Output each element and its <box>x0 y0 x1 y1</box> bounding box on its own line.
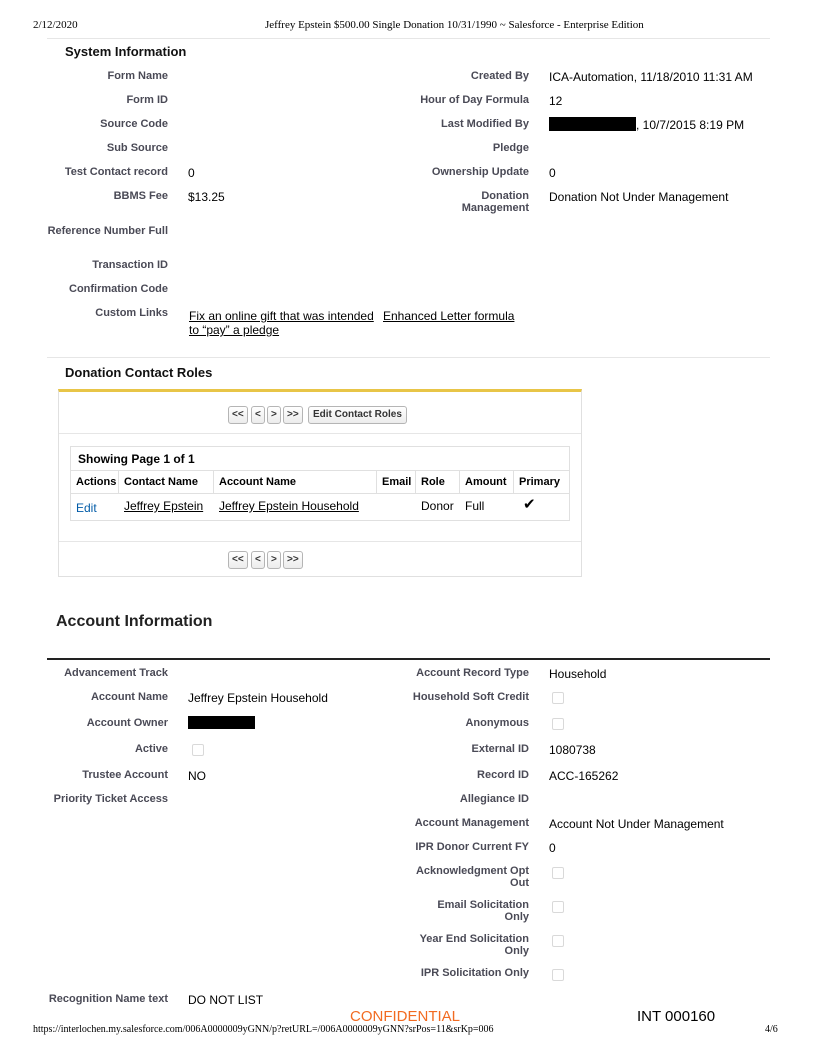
value-ipr-donor-current-fy: 0 <box>549 841 556 855</box>
row-edit-link[interactable]: Edit <box>76 501 97 515</box>
edit-contact-roles-button[interactable]: Edit Contact Roles <box>308 406 407 424</box>
label-bbms-fee: BBMS Fee <box>113 190 168 202</box>
label-household-soft-credit: Household Soft Credit <box>412 691 529 703</box>
value-account-management: Account Not Under Management <box>549 817 724 831</box>
header-divider <box>47 38 770 39</box>
col-header-role[interactable]: Role <box>421 476 445 488</box>
col-header-account-name[interactable]: Account Name <box>219 476 297 488</box>
col-header-amount[interactable]: Amount <box>465 476 507 488</box>
value-ownership-update: 0 <box>549 166 556 180</box>
custom-link-enhanced-letter[interactable]: Enhanced Letter formula <box>383 309 515 323</box>
label-created-by: Created By <box>470 70 529 82</box>
label-hour-of-day: Hour of Day Formula <box>420 94 529 106</box>
label-form-id: Form ID <box>126 94 168 106</box>
col-separator <box>415 471 416 493</box>
col-header-contact-name[interactable]: Contact Name <box>124 476 198 488</box>
label-allegiance-id: Allegiance ID <box>459 793 529 805</box>
pager-next-button-bottom[interactable]: > <box>267 551 281 569</box>
label-acknowledgment-opt-out: Acknowledgment Opt Out <box>415 865 529 889</box>
custom-link-fix-online-gift[interactable]: Fix an online gift that was intended to “pay” a pledge <box>189 309 374 337</box>
row-contact-name-link[interactable]: Jeffrey Epstein <box>124 499 204 513</box>
pager-next-button[interactable]: > <box>267 406 281 424</box>
pager-last-button-bottom[interactable]: >> <box>283 551 303 569</box>
ipr-solicitation-only-checkbox <box>552 969 564 981</box>
print-url: https://interlochen.my.salesforce.com/006A0000009yGNN/p?retURL=/006A0000009yGNN?srPos=11&srKp=006 <box>33 1024 494 1035</box>
label-test-contact-record: Test Contact record <box>64 166 168 178</box>
label-transaction-id: Transaction ID <box>92 259 168 271</box>
system-info-divider <box>47 357 770 358</box>
label-ownership-update: Ownership Update <box>431 166 529 178</box>
confidential-stamp: CONFIDENTIAL <box>350 1008 461 1025</box>
acknowledgment-opt-out-checkbox <box>552 867 564 879</box>
label-recognition-name-text: Recognition Name text <box>48 993 168 1005</box>
value-account-name: Jeffrey Epstein Household <box>188 691 328 705</box>
label-donation-management: Donation Management <box>461 190 529 214</box>
value-created-by: ICA-Automation, 11/18/2010 11:31 AM <box>549 70 753 84</box>
label-priority-ticket-access: Priority Ticket Access <box>53 793 168 805</box>
value-external-id: 1080738 <box>549 743 596 757</box>
account-info-bar <box>47 658 770 660</box>
label-pledge: Pledge <box>492 142 529 154</box>
panel-separator-bottom <box>59 541 581 542</box>
label-reference-number-full: Reference Number Full <box>47 225 168 237</box>
redaction-account-owner <box>188 716 255 729</box>
table-header-bottom-border <box>71 493 569 494</box>
label-account-name: Account Name <box>90 691 168 703</box>
label-anonymous: Anonymous <box>465 717 529 729</box>
print-date: 2/12/2020 <box>33 19 78 31</box>
label-advancement-track: Advancement Track <box>64 667 168 679</box>
row-account-name-link[interactable]: Jeffrey Epstein Household <box>219 499 359 513</box>
showing-page-label: Showing Page 1 of 1 <box>78 452 195 466</box>
pager-prev-button-bottom[interactable]: < <box>251 551 265 569</box>
col-separator <box>376 471 377 493</box>
panel-separator-top <box>59 433 581 434</box>
value-trustee-account: NO <box>188 769 206 783</box>
label-year-end-solicitation-only: Year End Solicitation Only <box>419 933 529 957</box>
bates-number: INT 000160 <box>637 1008 716 1025</box>
label-sub-source: Sub Source <box>106 142 168 154</box>
value-last-modified: , 10/7/2015 8:19 PM <box>636 118 745 132</box>
print-page-number: 4/6 <box>765 1024 778 1035</box>
col-separator <box>513 471 514 493</box>
value-test-contact-record: 0 <box>188 166 195 180</box>
label-email-solicitation-only: Email Solicitation Only <box>437 899 529 923</box>
year-end-solicitation-only-checkbox <box>552 935 564 947</box>
household-soft-credit-checkbox <box>552 692 564 704</box>
label-ipr-solicitation-only: IPR Solicitation Only <box>420 967 529 979</box>
pager-prev-button[interactable]: < <box>251 406 265 424</box>
col-header-email[interactable]: Email <box>382 476 412 488</box>
value-hour-of-day: 12 <box>549 94 563 108</box>
label-ipr-donor-current-fy: IPR Donor Current FY <box>415 841 529 853</box>
redaction-last-modified <box>549 117 636 131</box>
col-separator <box>213 471 214 493</box>
label-confirmation-code: Confirmation Code <box>69 283 168 295</box>
account-info-title: Account Information <box>56 613 213 630</box>
contact-roles-title: Donation Contact Roles <box>65 365 213 380</box>
col-header-actions: Actions <box>76 476 117 488</box>
label-form-name: Form Name <box>107 70 168 82</box>
active-checkbox <box>192 744 204 756</box>
label-last-modified-by: Last Modified By <box>440 118 529 130</box>
value-recognition-name-text: DO NOT LIST <box>188 993 264 1007</box>
anonymous-checkbox <box>552 718 564 730</box>
label-active: Active <box>134 743 168 755</box>
label-account-management: Account Management <box>414 817 529 829</box>
print-title: Jeffrey Epstein $500.00 Single Donation 10/31/1990 ~ Salesforce - Enterprise Edition <box>265 19 644 31</box>
value-account-record-type: Household <box>549 667 607 681</box>
system-info-title: System Information <box>65 44 187 59</box>
row-role: Donor <box>421 499 454 513</box>
table-header-top-border <box>71 470 569 471</box>
value-donation-management: Donation Not Under Management <box>549 190 729 204</box>
email-solicitation-only-checkbox <box>552 901 564 913</box>
label-custom-links: Custom Links <box>95 307 168 319</box>
primary-check-icon: ✔ <box>523 496 536 513</box>
col-separator <box>118 471 119 493</box>
label-external-id: External ID <box>471 743 529 755</box>
label-record-id: Record ID <box>477 769 529 781</box>
label-source-code: Source Code <box>100 118 168 130</box>
col-separator <box>459 471 460 493</box>
value-bbms-fee: $13.25 <box>188 190 225 204</box>
label-trustee-account: Trustee Account <box>82 769 168 781</box>
label-account-record-type: Account Record Type <box>416 667 529 679</box>
row-amount: Full <box>465 499 485 513</box>
value-record-id: ACC-165262 <box>549 769 619 783</box>
col-header-primary[interactable]: Primary <box>519 476 560 488</box>
pager-first-button-bottom[interactable]: << <box>228 551 248 569</box>
pager-first-button[interactable]: << <box>228 406 248 424</box>
label-account-owner: Account Owner <box>86 717 168 729</box>
pager-last-button[interactable]: >> <box>283 406 303 424</box>
